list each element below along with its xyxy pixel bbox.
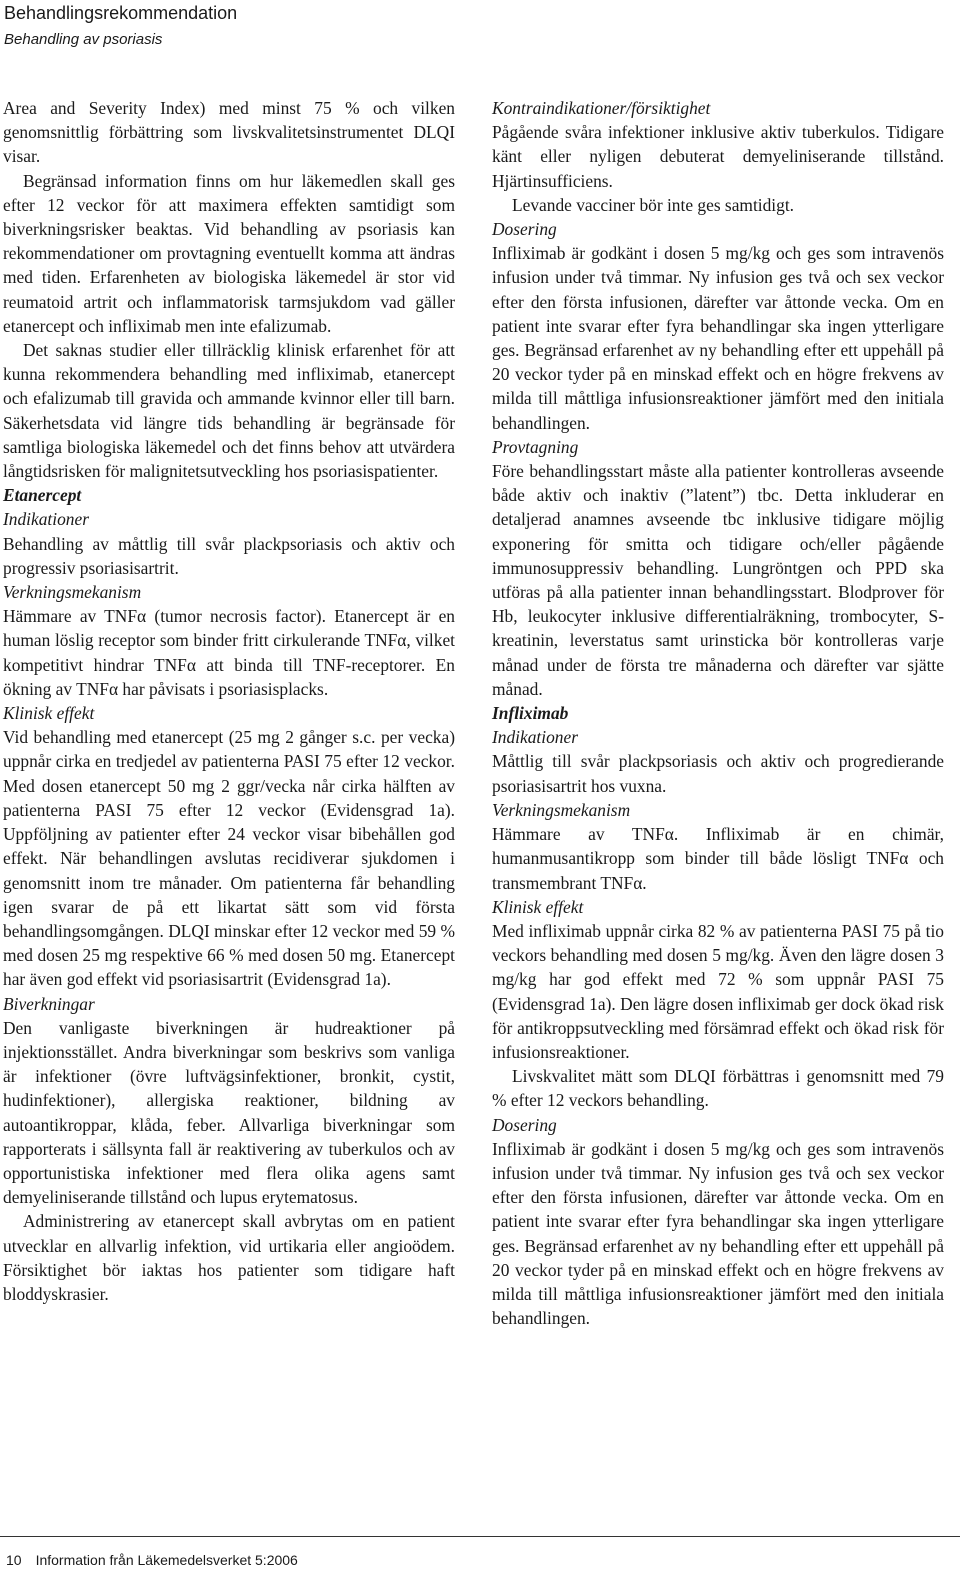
etanercept-side-effects-heading: Biverkningar [3, 993, 95, 1014]
page-header [4, 0, 954, 50]
contraindications-text: Pågående svåra infektioner inklusive aktiv tuberkulos. Tidigare känt eller nyligen debuterat demyeliniserande tillstånd. Hjärtinsufficiens. [492, 122, 944, 191]
etanercept-mechanism-text: Hämmare av TNFα (tumor necrosis factor). Etanercept är en human löslig receptor som binder fritt cirkulerande TNFα, vilket kompetitivt hindrar TNFα att binda till TNF-receptorer. En ökning av TNFα har påvisats i psoriasisplacks. [3, 606, 455, 699]
etanercept-mechanism-heading: Verkningsmekanism [3, 582, 142, 603]
footer-text [6, 1551, 960, 1569]
infliximab-effect-text: Med infliximab uppnår cirka 82 % av patienterna PASI 75 på tio veckors behandling med dosen 5 mg/kg. Även den lägre dosen 3 mg/kg har god effekt med 72 % som uppnår PASI 75 (Evidensgrad 1a). Den lägre dosen infliximab ger dock ökad risk för antikroppsutveckling med försämrad effekt och ökad risk för infusionsreaktioner. [492, 920, 944, 1062]
infliximab-indications-heading: Indikationer [492, 727, 578, 748]
intro-paragraph: Area and Severity Index) med minst 75 % och vilken genomsnittlig förbättring som livskvalitetsinstrumentet DLQI visar. [3, 98, 455, 167]
etanercept-dosing-text: Infliximab är godkänt i dosen 5 mg/kg och ges som intravenös infusion under två timmar. Ny infusion ges två och sex veckor efter den första infusionen, därefter var åttonde vecka. Om en patient inte svarar efter fyra behandlingar ska ingen ytterligare ges. Begränsad erfarenhet av ny behandling efter ett uppehåll på 20 veckor tyder på en minskad effekt och en högre frekvens av milda till måttliga infusionsreaktioner jämfört med den initiala behandlingen. [492, 243, 944, 433]
header-title: Behandlingsrekommendation [4, 3, 238, 23]
safety-data-paragraph: Det saknas studier eller tillräcklig klinisk erfarenhet för att kunna rekommendera behandling med infliximab, etanercept och efalizumab till gravida och ammande kvinnor eller till barn. Säkerhetsdata vid längre tids behandling är begränsade för samtliga biologiska läkemedel och det finns behov att utvärdera långtidsrisken för malignitetsutveckling hos psoriasispatienter. [3, 340, 455, 482]
etanercept-effect-heading: Klinisk effekt [3, 703, 95, 724]
etanercept-heading: Etanercept [3, 485, 82, 506]
infliximab-dosing-heading: Dosering [492, 1114, 557, 1135]
sampling-text: Före behandlingsstart måste alla patienter kontrolleras avseende både aktiv och inaktiv (”latent”) tbc. Detta inkluderar en detaljerad anamnes avseende tbc inklusive tidigare möjlig exponering för smitta och tidigare och/eller pågående immunosuppressiv behandling. Lungröntgen och PPD ska utföras på alla patienter innan behandlingsstart. Blodprover för Hb, leukocyter inklusive differentialräkning, trombocyter, S-kreatinin, leverstatus samt urinsticka bör kontrolleras varje månad under de första tre månaderna och därefter var sjätte månad. [492, 461, 944, 699]
right-column [492, 96, 944, 1330]
header-subtitle: Behandling av psoriasis [4, 31, 163, 48]
infliximab-indications-text: Måttlig till svår plackpsoriasis och aktiv och progredierande psoriasisartrit hos vuxna. [492, 751, 944, 796]
etanercept-side-effects-text: Den vanligaste biverkningen är hudreaktioner på injektionsstället. Andra biverkningar som beskrivs som vanliga är infektioner (övre luftvägsinfektioner, bronkit, cystit, hudinfektioner), allergiska reaktioner, bildning av autoantikroppar, klåda, feber. Allvarliga biverkningar som rapporterats i sällsynta fall är reaktivering av tuberkulos och av opportunistiska infektioner med flera olika agens samt demyeliniserande tillstånd och lupus erytematosus. [3, 1017, 455, 1208]
etanercept-dosing-heading: Dosering [492, 219, 557, 240]
infliximab-heading: Infliximab [492, 703, 569, 724]
contraindications-heading: Kontraindikationer/försiktighet [492, 98, 711, 118]
infliximab-mechanism-heading: Verkningsmekanism [492, 799, 631, 820]
infliximab-effect-heading: Klinisk effekt [492, 896, 584, 917]
vaccines-text: Levande vacciner bör inte ges samtidigt. [512, 194, 795, 215]
limited-information-paragraph: Begränsad information finns om hur läkemedlen skall ges efter 12 veckor för att maximera effekten samtidigt som biverkningsrisker beaktas. Vid behandling av psoriasis kan rekommendationer om provtagning eventuellt komma att ändras med tiden. Erfarenheten av biologiska läkemedel är stor vid reumatoid artrit och inflammatorisk tarmsjukdom vad gäller etanercept och infliximab men inte efalizumab. [3, 170, 455, 336]
infliximab-dosing-text: Infliximab är godkänt i dosen 5 mg/kg och ges som intravenös infusion under två timmar. Ny infusion ges två och sex veckor efter den första infusionen, därefter var åttonde vecka. Om en patient inte svarar efter fyra behandlingar ska ingen ytterligare ges. Begränsad erfarenhet av ny behandling efter ett uppehåll på 20 veckor tyder på en minskad effekt och en högre frekvens av milda till måttliga infusionsreaktioner jämfört med den initiala behandlingen. [492, 1138, 944, 1329]
etanercept-indications-text: Behandling av måttlig till svår plackpsoriasis och aktiv och progressiv psoriasisartrit. [3, 533, 455, 578]
page-number: 10 [6, 1552, 22, 1568]
sampling-heading: Provtagning [492, 436, 579, 457]
page-footer [0, 1536, 960, 1569]
left-column [3, 96, 455, 1306]
infliximab-dlqi-text: Livskvalitet mätt som DLQI förbättras i genomsnitt med 79 % efter 12 veckors behandling. [492, 1066, 944, 1111]
publication-name: Information från Läkemedelsverket 5:2006 [35, 1552, 298, 1568]
etanercept-indications-heading: Indikationer [3, 509, 89, 530]
etanercept-effect-text: Vid behandling med etanercept (25 mg 2 gånger s.c. per vecka) uppnår cirka en tredjedel av patienterna PASI 75 efter 12 veckor. Med dosen etanercept 50 mg 2 ggr/vecka når cirka hälften av patienterna PASI 75 efter 12 veckor (Evidensgrad 1a). Uppföljning av patienter efter 24 veckor visar bibehållen god effekt. När behandlingen avslutas recidiverar sjukdomen i genomsnitt inom tre månader. Om patienterna får behandling igen svarar de på ett likartat sätt som vid första behandlingsomgången. DLQI minskar efter 12 veckor med 59 % med dosen 25 mg respektive 66 % med dosen 50 mg. Etanercept har även god effekt vid psoriasisartrit (Evidensgrad 1a). [3, 727, 455, 990]
infliximab-mechanism-text: Hämmare av TNFα. Infliximab är en chimär, humanmusantikropp som binder till både lösligt TNFα och transmembrant TNFα. [492, 824, 944, 893]
etanercept-discontinuation-text: Administrering av etanercept skall avbrytas om en patient utvecklar en allvarlig infektion, vid urtikaria eller angioödem. Försiktighet bör iaktas hos patienter som tidigare haft bloddyskrasier. [3, 1211, 455, 1304]
